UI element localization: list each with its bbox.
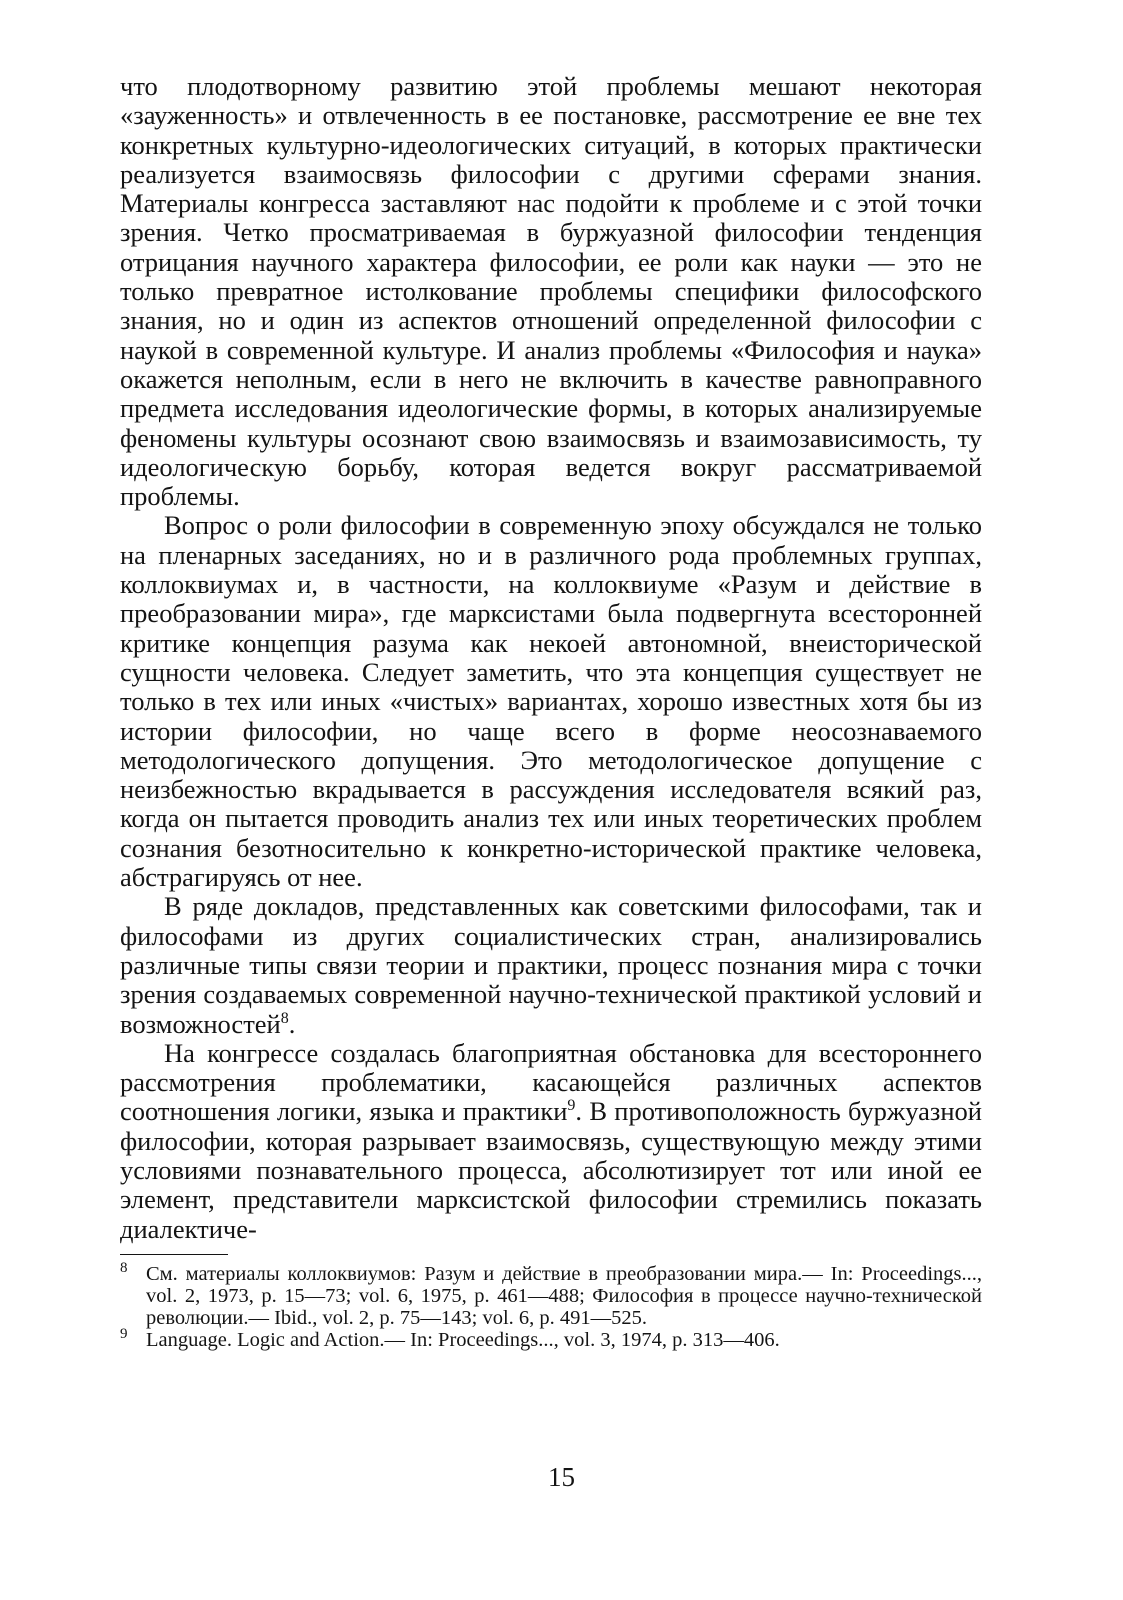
footnote-text: См. материалы коллоквиумов: Разум и действие в преобразовании мира.— In: Proceedings..., vol. 2, 1973, p. 15—73; vol. 6, 1975, p. 461—488; Философия в процессе научно-технической революции.— Ibid., vol. 2, p. 75—143; vol. 6, p. 491—525.	[146, 1262, 982, 1329]
paragraph-2	[120, 511, 982, 892]
page-number: 15	[548, 1462, 575, 1492]
paragraph-text-end: .	[288, 1008, 296, 1039]
footnote-9: 9 Language. Logic and Action.— In: Proceedings..., vol. 3, 1974, p. 313—406.	[120, 1326, 780, 1351]
paragraph-4	[120, 1039, 982, 1244]
paragraph-text: На конгрессе создалась благоприятная обстановка для всестороннего рассмотрения проблематики, касающейся различных аспектов соотношения логики, языка и практики	[120, 1037, 982, 1127]
paragraph-1	[120, 72, 982, 511]
paragraph-text: Вопрос о роли философии в современную эпоху обсуждался не только на пленарных заседаниях, но и в различного рода проблемных группах, коллоквиумах и, в частности, на коллоквиуме «Разум и действие в преобразовании мира», где марксистами была подвергнута всесторонней критике концепция разума как некоей автономной, внеисторической сущности человека. Следует заметить, что эта концепция существует не только в тех или иных «чистых» вариантах, хорошо известных хотя бы из истории философии, но чаще всего в форме неосознаваемого методологического допущения. Это методологическое допущение с неизбежностью вкрадывается в рассуждения исследователя всякий раз, когда он пытается проводить анализ тех или иных теоретических проблем сознания безотносительно к конкретно-исторической практике человека, абстрагируясь от нее.	[120, 510, 982, 893]
paragraph-text: В ряде докладов, представленных как советскими философами, так и философами из других социалистических стран, анализировались различные типы связи теории и практики, процесс познания мира с точки зрения создаваемых современной научно-технической практикой условий и возможностей	[120, 891, 982, 1039]
footnote-8: 8 См. материалы коллоквиумов: Разум и действие в преобразовании мира.— In: Proceedings..., vol. 2, 1973, p. 15—73; vol. 6, 1975, p. 461—488; Философия в процессе научно-технической революции.— Ibid., vol. 2, p. 75—143; vol. 6, p. 491—525.	[120, 1260, 982, 1329]
paragraph-text-end: . В противоположность буржуазной философии, которая разрывает взаимосвязь, существующую между этими условиями познавательного процесса, абсолютизирует тот или иной ее элемент, представители марксистской философии стремились показать диалектиче-	[120, 1096, 982, 1244]
footnote-ref-9: 9	[567, 1097, 576, 1115]
footnote-text: Language. Logic and Action.— In: Proceedings..., vol. 3, 1974, p. 313—406.	[146, 1328, 780, 1351]
book-page	[120, 72, 982, 1351]
footnotes	[120, 1260, 982, 1351]
footnote-ref-8: 8	[280, 1009, 289, 1027]
paragraph-3	[120, 892, 982, 1038]
paragraph-text: что плодотворному развитию этой проблемы мешают некоторая «зауженность» и отвлеченность в ее постановке, рассмотрение ее вне тех конкретных культурно-идеологических ситуаций, в которых практически реализуется взаимосвязь философии с другими сферами знания. Материалы конгресса заставляют нас подойти к проблеме и с этой точки зрения. Четко просматриваемая в буржуазной философии тенденция отрицания научного характера философии, ее роли как науки — это не только превратное истолкование проблемы специфики философского знания, но и один из аспектов отношений определенной философии с наукой в современной культуре. И анализ проблемы «Философия и наука» окажется неполным, если в него не включить в качестве равноправного предмета исследования идеологические формы, в которых анализируемые феномены культуры осознают свою взаимосвязь и взаимозависимость, ту идеологическую борьбу, которая ведется вокруг рассматриваемой проблемы.	[120, 71, 982, 512]
footnote-divider	[120, 1254, 228, 1255]
main-text	[120, 72, 982, 1244]
